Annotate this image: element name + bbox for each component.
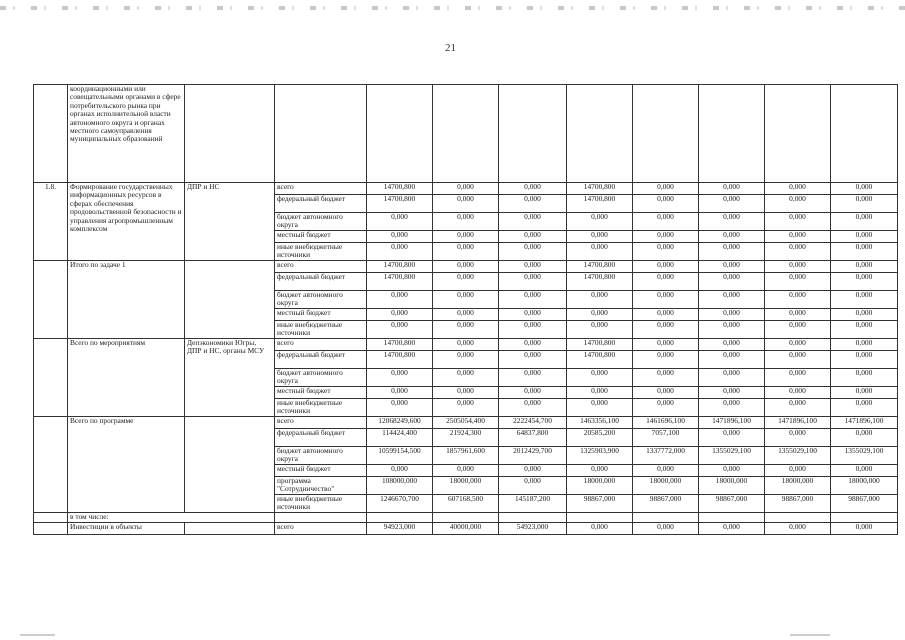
amount-cell: 0,000	[633, 261, 699, 273]
page-number: 21	[445, 42, 456, 54]
amount-cell: 0,000	[831, 429, 898, 447]
amount-cell: 0,000	[433, 261, 499, 273]
executor-cell	[185, 417, 275, 513]
scan-artifact-top	[0, 6, 905, 10]
empty-cell	[831, 85, 898, 183]
amount-cell: 0,000	[699, 213, 765, 231]
amount-cell: 0,000	[633, 291, 699, 309]
funding-source-cell: федеральный бюджет	[275, 351, 367, 369]
amount-cell: 0,000	[699, 291, 765, 309]
amount-cell: 2505054,400	[433, 417, 499, 429]
funding-source-cell: всего	[275, 523, 367, 535]
amount-cell: 2222454,700	[499, 417, 567, 429]
amount-cell: 0,000	[367, 291, 433, 309]
amount-cell: 0,000	[765, 523, 831, 535]
amount-cell: 0,000	[633, 399, 699, 417]
amount-cell: 0,000	[831, 321, 898, 339]
amount-cell: 0,000	[499, 399, 567, 417]
funding-source-cell: всего	[275, 339, 367, 351]
amount-cell: 1337772,000	[633, 447, 699, 465]
amount-cell: 0,000	[699, 351, 765, 369]
amount-cell: 0,000	[831, 523, 898, 535]
amount-cell: 0,000	[367, 213, 433, 231]
table-row	[34, 85, 898, 183]
amount-cell: 0,000	[567, 213, 633, 231]
amount-cell: 0,000	[433, 273, 499, 291]
amount-cell: 0,000	[367, 231, 433, 243]
executor-cell	[185, 261, 275, 339]
amount-cell: 0,000	[699, 429, 765, 447]
measure-name-cell: Всего по мероприятиям	[68, 339, 185, 417]
continued-measure-text: координационными или совещательными органами в сфере потребительского рынка при органах исполнительной власти автономного округа и органах местного самоуправления муниципальных образований	[68, 85, 185, 183]
funding-source-cell: местный бюджет	[275, 231, 367, 243]
table-row	[34, 339, 898, 351]
amount-cell: 18000,000	[831, 477, 898, 495]
amount-cell: 0,000	[633, 321, 699, 339]
row-number-cell: 1.8.	[34, 183, 68, 261]
row-number-cell	[34, 261, 68, 339]
amount-cell: 0,000	[499, 273, 567, 291]
funding-source-cell: всего	[275, 417, 367, 429]
empty-cell	[367, 513, 433, 523]
amount-cell: 0,000	[765, 195, 831, 213]
amount-cell: 0,000	[633, 465, 699, 477]
amount-cell: 0,000	[765, 369, 831, 387]
amount-cell: 1355029,100	[765, 447, 831, 465]
amount-cell: 0,000	[433, 465, 499, 477]
amount-cell: 0,000	[499, 387, 567, 399]
funding-source-cell: бюджет автономного округа	[275, 369, 367, 387]
amount-cell: 0,000	[831, 273, 898, 291]
amount-cell: 0,000	[633, 195, 699, 213]
amount-cell: 0,000	[765, 321, 831, 339]
amount-cell: 0,000	[633, 243, 699, 261]
empty-cell	[831, 513, 898, 523]
amount-cell: 114424,400	[367, 429, 433, 447]
funding-source-cell: бюджет автономного округа	[275, 213, 367, 231]
amount-cell: 1857961,600	[433, 447, 499, 465]
amount-cell: 0,000	[831, 399, 898, 417]
amount-cell: 0,000	[499, 477, 567, 495]
amount-cell: 0,000	[567, 243, 633, 261]
amount-cell: 0,000	[765, 291, 831, 309]
amount-cell: 0,000	[433, 243, 499, 261]
amount-cell: 0,000	[499, 369, 567, 387]
amount-cell: 0,000	[433, 213, 499, 231]
amount-cell: 0,000	[567, 465, 633, 477]
amount-cell: 0,000	[433, 321, 499, 339]
amount-cell: 20585,200	[567, 429, 633, 447]
amount-cell: 0,000	[567, 309, 633, 321]
amount-cell: 18000,000	[765, 477, 831, 495]
empty-cell	[275, 513, 367, 523]
amount-cell: 14700,800	[567, 261, 633, 273]
amount-cell: 18000,000	[633, 477, 699, 495]
amount-cell: 0,000	[567, 387, 633, 399]
row-number-cell	[34, 85, 68, 183]
amount-cell: 98867,000	[699, 495, 765, 513]
amount-cell: 0,000	[831, 231, 898, 243]
amount-cell: 0,000	[433, 231, 499, 243]
empty-cell	[699, 513, 765, 523]
amount-cell: 0,000	[699, 369, 765, 387]
amount-cell: 0,000	[633, 523, 699, 535]
amount-cell: 0,000	[831, 369, 898, 387]
amount-cell: 0,000	[633, 309, 699, 321]
measure-name-cell: Итого по задаче 1	[68, 261, 185, 339]
amount-cell: 64837,800	[499, 429, 567, 447]
empty-cell	[275, 85, 367, 183]
amount-cell: 0,000	[633, 213, 699, 231]
amount-cell: 0,000	[699, 339, 765, 351]
amount-cell: 0,000	[567, 321, 633, 339]
amount-cell: 0,000	[433, 291, 499, 309]
amount-cell: 98867,000	[567, 495, 633, 513]
amount-cell: 0,000	[765, 213, 831, 231]
amount-cell: 0,000	[633, 339, 699, 351]
amount-cell: 0,000	[699, 261, 765, 273]
amount-cell: 0,000	[765, 339, 831, 351]
empty-cell	[433, 513, 499, 523]
amount-cell: 0,000	[633, 273, 699, 291]
amount-cell: 1246670,700	[367, 495, 433, 513]
amount-cell: 0,000	[765, 387, 831, 399]
empty-cell	[765, 513, 831, 523]
amount-cell: 1325903,900	[567, 447, 633, 465]
amount-cell: 0,000	[633, 387, 699, 399]
amount-cell: 0,000	[499, 351, 567, 369]
funding-source-cell: местный бюджет	[275, 387, 367, 399]
amount-cell: 0,000	[499, 321, 567, 339]
amount-cell: 14700,800	[567, 183, 633, 195]
amount-cell: 0,000	[567, 399, 633, 417]
funding-source-cell: программа "Сотрудничество"	[275, 477, 367, 495]
amount-cell: 0,000	[499, 339, 567, 351]
amount-cell: 0,000	[699, 399, 765, 417]
amount-cell: 14700,800	[367, 351, 433, 369]
amount-cell: 0,000	[499, 465, 567, 477]
executor-cell: Депэкономики Югры, ДПР и НС, органы МСУ	[185, 339, 275, 417]
amount-cell: 18000,000	[567, 477, 633, 495]
amount-cell: 0,000	[499, 243, 567, 261]
amount-cell: 0,000	[433, 387, 499, 399]
executor-cell	[185, 523, 275, 535]
amount-cell: 21924,300	[433, 429, 499, 447]
table-row	[34, 183, 898, 195]
amount-cell: 98867,000	[831, 495, 898, 513]
amount-cell: 0,000	[367, 465, 433, 477]
amount-cell: 0,000	[433, 195, 499, 213]
funding-source-cell: федеральный бюджет	[275, 273, 367, 291]
amount-cell: 0,000	[433, 399, 499, 417]
scan-artifact-bottom-right	[790, 634, 830, 636]
amount-cell: 14700,800	[567, 273, 633, 291]
amount-cell: 0,000	[765, 351, 831, 369]
amount-cell: 0,000	[765, 273, 831, 291]
row-number-cell	[34, 513, 68, 523]
amount-cell: 0,000	[367, 321, 433, 339]
funding-source-cell: иные внебюджетные источники	[275, 243, 367, 261]
empty-cell	[765, 85, 831, 183]
amount-cell: 0,000	[499, 291, 567, 309]
amount-cell: 0,000	[699, 183, 765, 195]
amount-cell: 0,000	[765, 183, 831, 195]
amount-cell: 0,000	[831, 339, 898, 351]
amount-cell: 0,000	[699, 309, 765, 321]
amount-cell: 0,000	[699, 321, 765, 339]
empty-cell	[499, 85, 567, 183]
amount-cell: 94923,000	[367, 523, 433, 535]
amount-cell: 0,000	[831, 465, 898, 477]
table-row	[34, 261, 898, 273]
amount-cell: 0,000	[499, 309, 567, 321]
amount-cell: 0,000	[567, 369, 633, 387]
amount-cell: 0,000	[367, 387, 433, 399]
amount-cell: 0,000	[831, 291, 898, 309]
amount-cell: 0,000	[433, 183, 499, 195]
measure-name-cell: Всего по программе	[68, 417, 185, 513]
funding-source-cell: иные внебюджетные источники	[275, 321, 367, 339]
amount-cell: 108000,000	[367, 477, 433, 495]
funding-source-cell: иные внебюджетные источники	[275, 495, 367, 513]
amount-cell: 18000,000	[433, 477, 499, 495]
funding-source-cell: всего	[275, 183, 367, 195]
amount-cell: 0,000	[699, 465, 765, 477]
amount-cell: 0,000	[699, 231, 765, 243]
empty-cell	[367, 85, 433, 183]
amount-cell: 0,000	[633, 231, 699, 243]
funding-source-cell: всего	[275, 261, 367, 273]
amount-cell: 0,000	[765, 399, 831, 417]
row-number-cell	[34, 523, 68, 535]
amount-cell: 145187,200	[499, 495, 567, 513]
amount-cell: 14700,800	[367, 261, 433, 273]
amount-cell: 0,000	[765, 465, 831, 477]
amount-cell: 1355029,100	[831, 447, 898, 465]
amount-cell: 0,000	[831, 387, 898, 399]
funding-source-cell: федеральный бюджет	[275, 429, 367, 447]
amount-cell: 0,000	[567, 231, 633, 243]
amount-cell: 0,000	[765, 309, 831, 321]
row-number-cell	[34, 339, 68, 417]
empty-cell	[699, 85, 765, 183]
amount-cell: 607168,500	[433, 495, 499, 513]
amount-cell: 0,000	[699, 523, 765, 535]
amount-cell: 0,000	[831, 195, 898, 213]
amount-cell: 0,000	[633, 351, 699, 369]
measure-name-cell: Инвестиции в объекты	[68, 523, 185, 535]
amount-cell: 0,000	[699, 243, 765, 261]
amount-cell: 0,000	[831, 351, 898, 369]
scan-artifact-bottom-left	[20, 634, 55, 636]
amount-cell: 1471896,100	[699, 417, 765, 429]
funding-source-cell: федеральный бюджет	[275, 195, 367, 213]
amount-cell: 14700,800	[567, 195, 633, 213]
funding-source-cell: бюджет автономного округа	[275, 447, 367, 465]
funding-source-cell: бюджет автономного округа	[275, 291, 367, 309]
amount-cell: 14700,800	[567, 339, 633, 351]
amount-cell: 0,000	[433, 309, 499, 321]
amount-cell: 54923,000	[499, 523, 567, 535]
amount-cell: 0,000	[367, 309, 433, 321]
amount-cell: 2012429,700	[499, 447, 567, 465]
amount-cell: 0,000	[433, 339, 499, 351]
including-label: в том числе:	[68, 513, 275, 523]
amount-cell: 0,000	[433, 351, 499, 369]
amount-cell: 0,000	[433, 369, 499, 387]
amount-cell: 0,000	[765, 429, 831, 447]
amount-cell: 0,000	[633, 369, 699, 387]
funding-source-cell: иные внебюджетные источники	[275, 399, 367, 417]
amount-cell: 0,000	[699, 387, 765, 399]
amount-cell: 0,000	[765, 261, 831, 273]
amount-cell: 0,000	[499, 183, 567, 195]
amount-cell: 0,000	[367, 399, 433, 417]
amount-cell: 14700,800	[367, 339, 433, 351]
amount-cell: 0,000	[831, 213, 898, 231]
amount-cell: 40000,000	[433, 523, 499, 535]
amount-cell: 12068249,600	[367, 417, 433, 429]
funding-source-cell: местный бюджет	[275, 309, 367, 321]
executor-cell: ДПР и НС	[185, 183, 275, 261]
amount-cell: 0,000	[633, 183, 699, 195]
amount-cell: 0,000	[367, 243, 433, 261]
amount-cell: 0,000	[567, 523, 633, 535]
amount-cell: 1461696,100	[633, 417, 699, 429]
amount-cell: 14700,800	[367, 195, 433, 213]
empty-cell	[185, 85, 275, 183]
amount-cell: 0,000	[831, 243, 898, 261]
amount-cell: 0,000	[367, 369, 433, 387]
amount-cell: 14700,800	[367, 273, 433, 291]
amount-cell: 1471896,100	[765, 417, 831, 429]
empty-cell	[567, 85, 633, 183]
amount-cell: 0,000	[567, 291, 633, 309]
amount-cell: 14700,800	[367, 183, 433, 195]
row-number-cell	[34, 417, 68, 513]
amount-cell: 0,000	[499, 231, 567, 243]
measure-name-cell: Формирование государственных информационных ресурсов в сферах обеспечения продовольственной безопасности и управления агропромышленным комплексом	[68, 183, 185, 261]
funding-source-cell: местный бюджет	[275, 465, 367, 477]
empty-cell	[567, 513, 633, 523]
table-row	[34, 523, 898, 535]
amount-cell: 10599154,500	[367, 447, 433, 465]
amount-cell: 98867,000	[633, 495, 699, 513]
amount-cell: 0,000	[831, 309, 898, 321]
amount-cell: 0,000	[499, 261, 567, 273]
amount-cell: 0,000	[765, 243, 831, 261]
table-row	[34, 417, 898, 429]
amount-cell: 1471896,100	[831, 417, 898, 429]
financing-table	[33, 84, 898, 535]
amount-cell: 0,000	[831, 261, 898, 273]
amount-cell: 0,000	[699, 273, 765, 291]
empty-cell	[433, 85, 499, 183]
amount-cell: 0,000	[831, 183, 898, 195]
amount-cell: 14700,800	[567, 351, 633, 369]
table-row	[34, 513, 898, 523]
empty-cell	[633, 85, 699, 183]
amount-cell: 0,000	[499, 213, 567, 231]
amount-cell: 0,000	[765, 231, 831, 243]
empty-cell	[633, 513, 699, 523]
amount-cell: 1355029,100	[699, 447, 765, 465]
amount-cell: 18000,000	[699, 477, 765, 495]
amount-cell: 0,000	[699, 195, 765, 213]
amount-cell: 0,000	[499, 195, 567, 213]
empty-cell	[499, 513, 567, 523]
amount-cell: 1463356,100	[567, 417, 633, 429]
amount-cell: 7057,100	[633, 429, 699, 447]
amount-cell: 98867,000	[765, 495, 831, 513]
